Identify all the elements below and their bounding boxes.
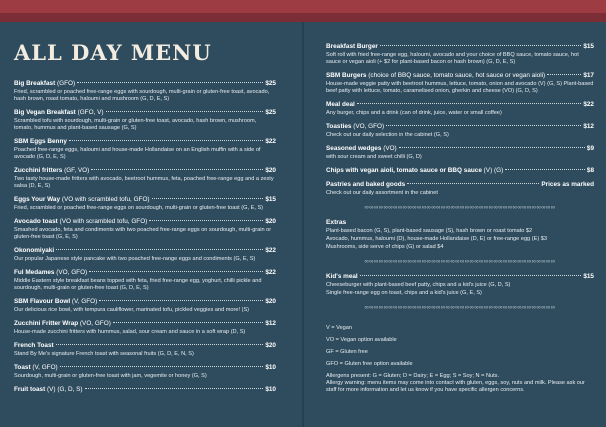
- allergens-note: Allergens present: G = Gluten; D = Dairy; E = Egg; S = Soy; N = Nuts.: [326, 373, 500, 379]
- menu-title: ALL DAY MENU: [14, 40, 212, 65]
- page-divider: [302, 22, 304, 427]
- item-name: [14, 320, 111, 328]
- item-description: Smashed avocado, feta and condiments with two poached free-range eggs on sourdough, multi-grain or gluten-free toast (G, E, S): [14, 227, 272, 240]
- item-title: Fruit toast: [14, 386, 46, 393]
- item-price: $22: [583, 101, 594, 108]
- item-name: [14, 109, 104, 117]
- leader-dots: [386, 125, 581, 126]
- legend-line: GFO = Gluten free option available: [326, 361, 413, 367]
- leader-dots: [360, 275, 582, 276]
- menu-item: [14, 80, 276, 103]
- item-price: $25: [265, 80, 276, 87]
- item-title: Ful Medames: [14, 269, 55, 276]
- item-description: Poached free-range eggs, haloumi and house-made Hollandaise on an English muffin with a side of avocado (G, D, E, S): [14, 147, 261, 160]
- menu-item: [326, 72, 594, 95]
- item-title: SBM Burgers: [326, 72, 367, 79]
- item-title: Avocado toast: [14, 218, 58, 225]
- item-name: [14, 386, 83, 394]
- legend-line: VO = Vegan option available: [326, 337, 397, 343]
- leader-dots: [399, 147, 585, 148]
- item-description: Our delicious rice bowl, with tempura cauliflower, marinated tofu, pickled veggies and more! (S): [14, 307, 250, 313]
- item-modifier: (VO with scrambled tofu, GFO): [60, 196, 150, 203]
- leader-dots: [113, 322, 264, 323]
- extras-title: Extras: [326, 219, 347, 226]
- left-column: [14, 22, 276, 400]
- leader-dots: [505, 169, 585, 170]
- leader-dots: [380, 45, 581, 46]
- kids-meal-item: [326, 273, 594, 297]
- extras-line: Mushrooms, side serve of chips (G) or salad $4: [326, 244, 444, 250]
- item-price: $22: [265, 269, 276, 276]
- item-name: [14, 167, 89, 175]
- item-name: [14, 364, 58, 372]
- item-name: [326, 123, 384, 131]
- menu-item: [326, 123, 594, 139]
- menu-item: [14, 298, 276, 314]
- item-title: Zucchini fritters: [14, 167, 63, 174]
- item-name: [14, 138, 67, 146]
- item-modifier: (VO, GFO): [78, 320, 111, 327]
- legend-line: GF = Gluten free: [326, 349, 368, 355]
- item-name: [14, 80, 75, 88]
- item-modifier: (VO with scrambled tofu, GFO): [57, 218, 148, 225]
- item-description: Middle Eastern style breakfast beans topped with feta, fried free-range egg, yoghurt, chilli pickle and sourdough, multi-grain or gluten-free toast (G, D, E, S): [14, 278, 262, 291]
- item-title: Meal deal: [326, 101, 355, 108]
- item-price: $15: [583, 43, 594, 50]
- item-title: Toast: [14, 364, 31, 371]
- menu-item: [14, 218, 276, 241]
- item-description: Fried, scrambled or poached free-range eggs with sourdough, multi-grain or gluten-free toast, avocado, hash brown, roast tomato, haloumi and mushroom (G, D, E, S): [14, 89, 270, 102]
- item-price: $20: [265, 298, 276, 305]
- item-price: $17: [583, 72, 594, 79]
- item-modifier: (VO, GFO): [351, 123, 385, 130]
- item-modifier: (V) (G, D, S): [45, 386, 83, 393]
- menu-item: [14, 269, 276, 292]
- leader-dots: [77, 82, 263, 83]
- menu-item: [326, 101, 594, 117]
- item-name: [326, 43, 378, 51]
- item-price: $20: [265, 167, 276, 174]
- menu-item: [326, 181, 594, 197]
- menu-item: [326, 167, 594, 175]
- item-price: $8: [586, 167, 594, 174]
- item-description: Stand By Me's signature French toast with seasonal fruits (G, D, E, N, S): [14, 351, 194, 357]
- separator: ∞∞∞∞∞∞∞∞∞∞∞∞∞∞∞∞∞∞∞∞∞∞∞∞∞∞∞∞∞∞∞∞∞∞∞∞∞∞∞∞: [364, 205, 556, 211]
- item-price: $15: [265, 196, 276, 203]
- item-description: Sourdough, multi-grain or gluten-free toast with jam, vegemite or honey (G, S): [14, 373, 207, 379]
- item-modifier: (GFO): [55, 80, 76, 87]
- item-description: Check out our daily assortment in the cabinet: [326, 190, 438, 196]
- leader-dots: [85, 388, 264, 389]
- item-title: Seasoned wedges: [326, 145, 382, 152]
- item-name: [14, 298, 97, 306]
- item-title: Pastries and baked goods: [326, 181, 406, 188]
- leader-dots: [91, 169, 263, 170]
- leader-dots: [357, 103, 582, 104]
- item-title: Zucchini Fritter Wrap: [14, 320, 79, 327]
- separator: ∞∞∞∞∞∞∞∞∞∞∞∞∞∞∞∞∞∞∞∞∞∞∞∞∞∞∞∞∞∞∞∞∞∞∞∞∞∞∞∞: [364, 259, 556, 265]
- item-description: Any burger, chips and a drink (can of drink, juice, water or small coffee): [326, 110, 502, 116]
- item-modifier: (choice of BBQ sauce, tomato sauce, hot sauce or vegan aioli): [366, 72, 546, 79]
- right-column: [326, 22, 594, 394]
- leader-dots: [99, 300, 263, 301]
- item-price: $22: [265, 247, 276, 254]
- item-price: $20: [265, 342, 276, 349]
- leader-dots: [149, 220, 263, 221]
- leader-dots: [89, 271, 263, 272]
- allergy-warning: Allergy warning: menu items may come into contact with gluten, eggs, soy, nuts and milk. Please ask our staff for more information and let us know if you have specific allergen concerns.: [326, 380, 585, 393]
- item-price: $12: [583, 123, 594, 130]
- leader-dots: [56, 344, 264, 345]
- menu-item: [326, 43, 594, 66]
- menu-item: [14, 109, 276, 132]
- menu-item: [14, 364, 276, 380]
- item-price: $25: [265, 109, 276, 116]
- extras-section: [326, 219, 594, 251]
- item-name: Kid's meal: [326, 273, 358, 280]
- item-name: [326, 181, 405, 189]
- item-title: Okonomiyaki: [14, 247, 55, 254]
- item-title: SBM Flavour Bowl: [14, 298, 71, 305]
- item-price: $22: [265, 138, 276, 145]
- item-modifier: (V) (G): [481, 167, 504, 174]
- item-price: Prices as marked: [541, 181, 594, 188]
- item-title: French Toast: [14, 342, 54, 349]
- item-price: $20: [265, 218, 276, 225]
- item-name: [326, 101, 355, 109]
- item-description: Cheeseburger with plant-based beef patty, chips and a kid's juice (G, D, S): [326, 282, 511, 288]
- item-price: $12: [265, 320, 276, 327]
- legend: [326, 325, 594, 368]
- item-title: Big Vegan Breakfast: [14, 109, 76, 116]
- item-description: Single free-range egg on toast, chips and a kid's juice (G, E, S): [326, 290, 482, 296]
- item-name: [326, 145, 397, 153]
- item-description: Check out our daily selection in the cabinet (G, S): [326, 132, 449, 138]
- item-name: [326, 167, 503, 175]
- item-description: Fried, scrambled or poached free-range eggs on sourdough, multi-grain or gluten-free toast (G, E, S): [14, 205, 264, 211]
- item-title: Toasties: [326, 123, 352, 130]
- legend-line: V = Vegan: [326, 325, 352, 331]
- leader-dots: [106, 111, 264, 112]
- item-title: SBM Eggs Benny: [14, 138, 67, 145]
- item-description: with sour cream and sweet chilli (G, D): [326, 154, 422, 160]
- item-modifier: (VO): [381, 145, 397, 152]
- item-description: House-made zucchini fritters with hummus, salad, sour cream and sauce in a soft wrap (D, S): [14, 329, 246, 335]
- item-description: Two tasty house-made fritters with avocado, beetroot hummus, feta, poached free-range egg and a zesty salsa (D, E, S): [14, 176, 274, 189]
- item-modifier: (GFO, V): [75, 109, 104, 116]
- item-price: $10: [265, 364, 276, 371]
- item-description: Soft roll with fried free-range egg, haloumi, avocado and your choice of BBQ sauce, tomato sauce, hot sauce or vegan aioli (+ $2 for plant-based bacon or hash brown) (G, D, E, S): [326, 52, 579, 65]
- leader-dots: [56, 249, 263, 250]
- item-price: $15: [583, 273, 594, 280]
- item-price: $10: [265, 386, 276, 393]
- item-modifier: (V, GFO): [30, 364, 58, 371]
- item-name: [14, 196, 150, 204]
- menu-item: [14, 138, 276, 161]
- leader-dots: [69, 140, 263, 141]
- menu-item: [14, 196, 276, 212]
- item-description: Our popular Japanese style pancake with two poached free-range eggs and condiments (G, E, S): [14, 256, 256, 262]
- leader-dots: [152, 198, 264, 199]
- menu-item: [326, 145, 594, 161]
- separator: ∞∞∞∞∞∞∞∞∞∞∞∞∞∞∞∞∞∞∞∞∞∞∞∞∞∞∞∞∞∞∞∞∞∞∞∞∞∞∞∞: [364, 305, 556, 311]
- top-band-stripe: [0, 13, 606, 22]
- item-title: Eggs Your Way: [14, 196, 61, 203]
- item-description: Scrambled tofu with sourdough, multi-grain or gluten-free toast, avocado, hash brown, mushroom, tomato, hummus and plant-based sausage (G, S): [14, 118, 257, 131]
- leader-dots: [407, 183, 539, 184]
- left-menu-list: [14, 80, 276, 394]
- right-menu-list: [326, 43, 594, 197]
- item-modifier: (VO, GFO): [54, 269, 88, 276]
- item-name: [14, 269, 87, 277]
- item-modifier: (V, GFO): [70, 298, 98, 305]
- item-description: House-made veggie patty with beetroot hummus, lettuce, tomato, onion and avocado (V) (G, S) Plant-based beef patty with lettuce, tomato, caramelised onion, gherkin and cheese (VO) (G, D, S): [326, 81, 594, 94]
- item-price: $9: [586, 145, 594, 152]
- extras-line: Avocado, hummus, haloumi (D), house-made Hollandaise (D, E) or free-range egg (E) $3: [326, 236, 547, 242]
- item-modifier: (GF, VO): [62, 167, 90, 174]
- item-title: Big Breakfast: [14, 80, 56, 87]
- menu-item: [14, 320, 276, 336]
- item-name: [14, 218, 147, 226]
- leader-dots: [60, 366, 264, 367]
- menu-item: [14, 167, 276, 190]
- item-title: Breakfast Burger: [326, 43, 378, 50]
- item-name: [326, 72, 545, 80]
- leader-dots: [547, 74, 581, 75]
- item-name: [14, 247, 54, 255]
- extras-line: Plant-based bacon (G, S), plant-based sausage (S), hash brown or roast tomato $2: [326, 228, 533, 234]
- menu-item: [14, 247, 276, 263]
- menu-item: [14, 386, 276, 394]
- item-title: Chips with vegan aioli, tomato sauce or BBQ sauce: [326, 167, 482, 174]
- item-name: [14, 342, 54, 350]
- menu-item: [14, 342, 276, 358]
